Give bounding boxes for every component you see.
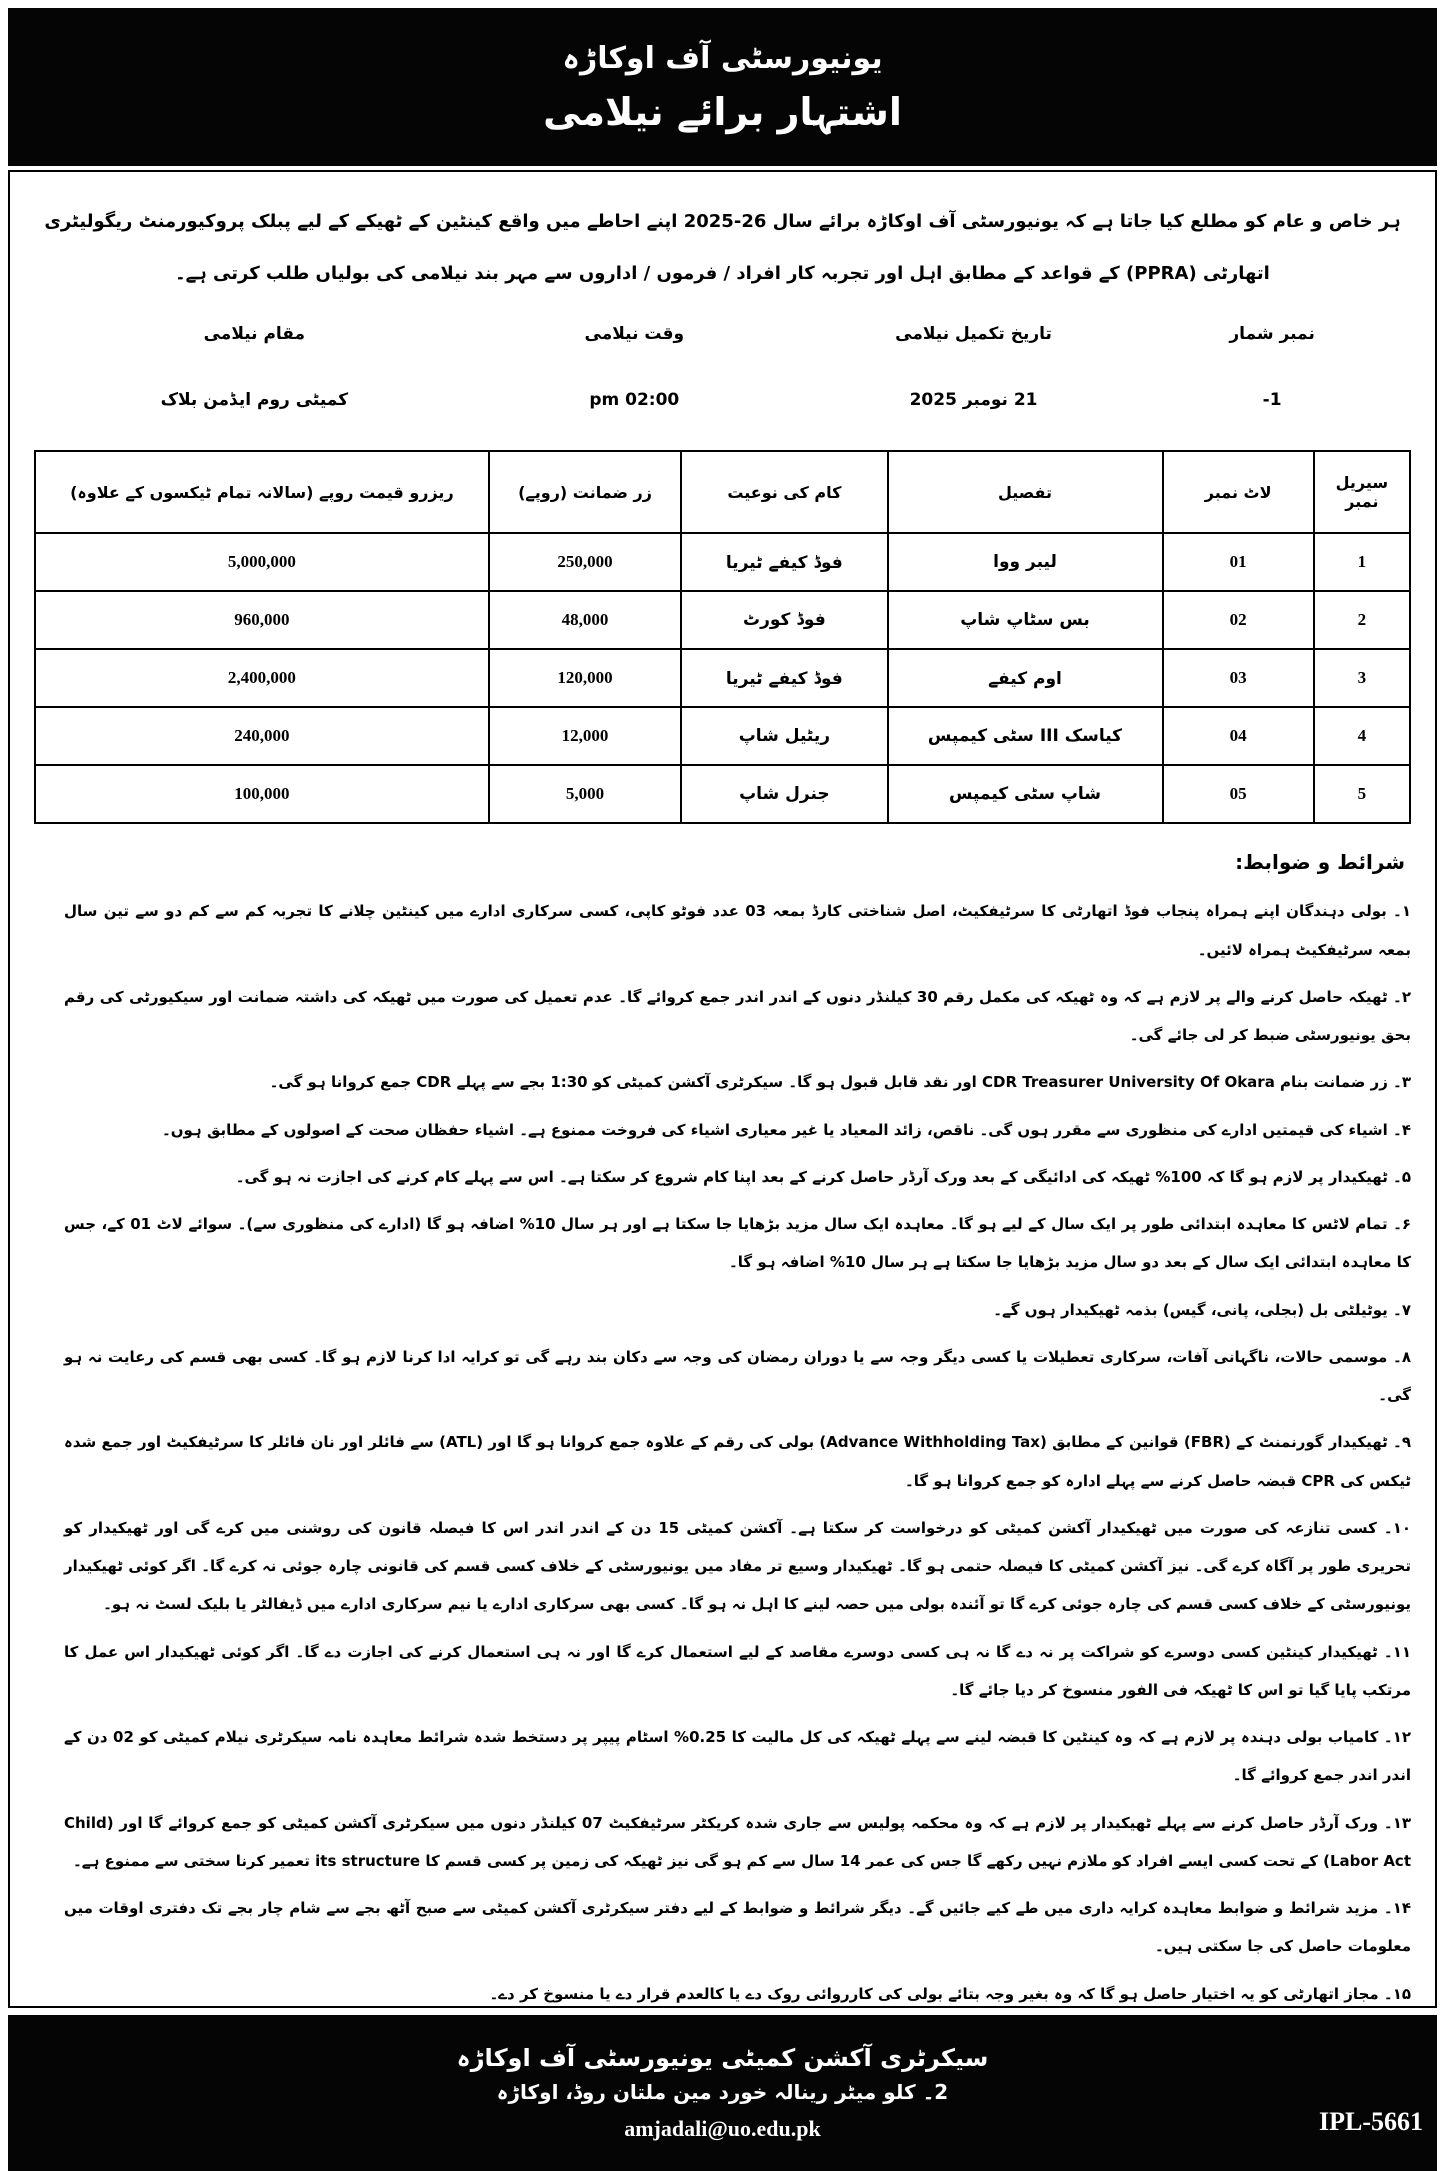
ad-body — [8, 170, 1437, 2008]
schedule-header-time: وقت نیلامی — [584, 324, 685, 345]
cell-work-type: فوڈ کیفے ٹیریا — [681, 533, 887, 591]
cell-serial: 2 — [1314, 591, 1410, 649]
cell-serial: 3 — [1314, 649, 1410, 707]
terms-heading: شرائط و ضوابط: — [1235, 850, 1405, 875]
term-item-4: ۴۔ اشیاء کی قیمتیں ادارے کی منظوری سے مقرر ہوں گی۔ ناقص، زائد المعیاد یا غیر معیاری اشیاء کی فروخت ممنوع ہے۔ اشیاء حفظان صحت کے اصولوں کے مطابق ہوں۔ — [161, 1120, 1411, 1139]
ipl-code: IPL-5661 — [1319, 2107, 1423, 2136]
cell-serial: 1 — [1314, 533, 1410, 591]
cell-lot: 02 — [1163, 591, 1314, 649]
cell-security: 250,000 — [489, 533, 682, 591]
cell-work-type: ریٹیل شاپ — [681, 707, 887, 765]
table-row — [35, 591, 1410, 649]
intro-paragraph: ہر خاص و عام کو مطلع کیا جاتا ہے کہ یونیورسٹی آف اوکاڑہ برائے سال 26-2025 اپنے احاطے میں واقع کینٹین کے ٹھیکے کے لیے پبلک پروکیورمنٹ ریگولیٹری اتھارٹی (PPRA) کے قواعد کے مطابق اہل اور تجربہ کار افراد / فرموں / اداروں سے مہر بند نیلامی کی بولیاں طلب کرتی ہے۔ — [44, 211, 1401, 285]
table-row — [35, 707, 1410, 765]
cell-reserve-price: 2,400,000 — [35, 649, 489, 707]
lots-table — [34, 450, 1411, 824]
cell-lot: 04 — [1163, 707, 1314, 765]
column-header-work-type: کام کی نوعیت — [681, 451, 887, 533]
footer-signature: سیکرٹری آکشن کمیٹی یونیورسٹی آف اوکاڑہ — [456, 2044, 989, 2072]
cell-detail: کیاسک III سٹی کیمپس — [888, 707, 1163, 765]
term-item-8: ۸۔ موسمی حالات، ناگہانی آفات، سرکاری تعطیلات یا کسی دیگر وجہ سے یا دوران رمضان کی وجہ سے دکان بند رہے گی تو کرایہ ادا کرنا لازم ہو گا۔ کسی بھی قسم کی رعایت نہ ہو گی۔ — [64, 1347, 1411, 1405]
cell-lot: 05 — [1163, 765, 1314, 823]
lots-table-header-row — [35, 451, 1410, 533]
term-item-3: ۳۔ زر ضمانت بنام CDR Treasurer University Of Okara اور نقد قابل قبول ہو گا۔ سیکرٹری آکشن کمیٹی کو 1:30 بجے سے پہلے CDR جمع کروانا ہو گی۔ — [269, 1073, 1411, 1092]
column-header-lot: لاٹ نمبر — [1163, 451, 1314, 533]
cell-work-type: فوڈ کیفے ٹیریا — [681, 649, 887, 707]
schedule-header-venue: مقام نیلامی — [203, 324, 306, 345]
cell-serial: 4 — [1314, 707, 1410, 765]
table-row — [35, 533, 1410, 591]
cell-work-type: فوڈ کورٹ — [681, 591, 887, 649]
cell-security: 12,000 — [489, 707, 682, 765]
ad-header — [8, 8, 1437, 166]
cell-security: 48,000 — [489, 591, 682, 649]
schedule-serial: -1 — [1262, 390, 1282, 411]
cell-security: 120,000 — [489, 649, 682, 707]
schedule-date: 21 نومبر 2025 — [909, 390, 1038, 411]
auction-schedule-table — [44, 324, 1401, 410]
cell-reserve-price: 960,000 — [35, 591, 489, 649]
table-row — [35, 649, 1410, 707]
column-header-reserve-price: ریزرو قیمت روپے (سالانہ تمام ٹیکسوں کے علاوہ) — [35, 451, 489, 533]
schedule-header-date: تاریخ تکمیل نیلامی — [895, 324, 1052, 345]
term-item-7: ۷۔ یوٹیلٹی بل (بجلی، پانی، گیس) بذمہ ٹھیکیدار ہوں گے۔ — [993, 1300, 1411, 1319]
term-item-9: ۹۔ ٹھیکیدار گورنمنٹ کے (FBR) قوانین کے مطابق (Advance Withholding Tax) بولی کی رقم کے علاوہ جمع کروانا ہو گا اور (ATL) سے فائلر اور نان فائلر کا سرٹیفکیٹ اور جمع شدہ ٹیکس کی CPR قبضہ حاصل کرنے سے پہلے ادارہ کو جمع کروانا ہو گا۔ — [64, 1433, 1411, 1490]
footer-email: amjadali@uo.edu.pk — [624, 2116, 821, 2141]
cell-work-type: جنرل شاپ — [681, 765, 887, 823]
cell-reserve-price: 240,000 — [35, 707, 489, 765]
cell-detail: شاپ سٹی کیمپس — [888, 765, 1163, 823]
footer-address: 2۔ کلو میٹر رینالہ خورد مین ملتان روڈ، اوکاڑہ — [496, 2080, 949, 2104]
cell-reserve-price: 5,000,000 — [35, 533, 489, 591]
term-item-13: ۱۳۔ ورک آرڈر حاصل کرنے سے پہلے ٹھیکیدار پر لازم ہے کہ وہ محکمہ پولیس سے جاری شدہ کریکٹر سرٹیفکیٹ 07 کیلنڈر دنوں میں سیکرٹری آکشن کمیٹی کو جمع کروائے گا اور (Child Labor Act) کے تحت کسی ایسے افراد کو ملازم نہیں رکھے گا جس کی عمر 14 سال سے کم ہو گی نیز ٹھیکہ کی زمین پر کسی قسم کا its structure تعمیر کرنا سختی سے ممنوع ہے۔ — [64, 1813, 1412, 1870]
ad-footer — [8, 2015, 1437, 2171]
cell-detail: اوم کیفے — [888, 649, 1163, 707]
column-header-security: زر ضمانت (روپے) — [489, 451, 682, 533]
schedule-venue: کمیٹی روم ایڈمن بلاک — [160, 390, 349, 411]
university-title: یونیورسٹی آف اوکاڑہ — [562, 40, 883, 76]
term-item-15: ۱۵۔ مجاز اتھارٹی کو یہ اختیار حاصل ہو گا کہ وہ بغیر وجہ بتائے بولی کی کارروائی روک دے یا کالعدم قرار دے یا منسوخ کر دے۔ — [489, 1984, 1411, 2003]
column-header-serial: سیریل نمبر — [1314, 451, 1410, 533]
cell-detail: لیبر ووا — [888, 533, 1163, 591]
table-row — [35, 765, 1410, 823]
term-item-11: ۱۱۔ ٹھیکیدار کینٹین کسی دوسرے کو شراکت پر نہ دے گا نہ ہی کسی دوسرے مقاصد کے لیے استعمال کرے گا اور نہ ہی استعمال کرنے کی اجازت دے گا۔ اگر کوئی ٹھیکیدار اس عمل کا مرتکب پایا گیا تو اس کا ٹھیکہ فی الفور منسوخ کر دیا جائے گا۔ — [64, 1642, 1411, 1699]
term-item-12: ۱۲۔ کامیاب بولی دہندہ پر لازم ہے کہ وہ کینٹین کا قبضہ لینے سے پہلے ٹھیکہ کی کل مالیت کا 0.25% اسٹام پیپر پر دستخط شدہ شرائط معاہدہ نامہ سیکرٹری نیلام کمیٹی کو 02 دن کے اندر اندر جمع کروائے گا۔ — [64, 1728, 1412, 1785]
term-item-2: ۲۔ ٹھیکہ حاصل کرنے والے پر لازم ہے کہ وہ ٹھیکہ کی مکمل رقم 30 کیلنڈر دنوں کے اندر اندر جمع کروائے گا۔ عدم تعمیل کی صورت میں ٹھیکہ کی داشتہ ضمانت اور سیکیورٹی کی رقم بحق یونیورسٹی ضبط کر لی جائے گی۔ — [64, 987, 1412, 1045]
cell-security: 5,000 — [489, 765, 682, 823]
term-item-14: ۱۴۔ مزید شرائط و ضوابط معاہدہ کرایہ داری میں طے کیے جائیں گے۔ دیگر شرائط و ضوابط کے لیے دفتر سیکرٹری آکشن کمیٹی سے صبح آٹھ بجے سے شام چار بجے تک دفتری اوقات میں معلومات حاصل کی جا سکتی ہیں۔ — [64, 1899, 1411, 1956]
schedule-time: 02:00 pm — [589, 390, 680, 411]
auction-ad-title: اشتہار برائے نیلامی — [543, 89, 902, 134]
term-item-10: ۱۰۔ کسی تنازعہ کی صورت میں ٹھیکیدار آکشن کمیٹی کو درخواست کر سکتا ہے۔ آکشن کمیٹی 15 دن کے اندر اندر اس کا فیصلہ قانون کی روشنی میں کرے گی اور ٹھیکیدار کو تحریری طور پر آگاہ کرے گی۔ نیز آکشن کمیٹی کا فیصلہ حتمی ہو گا۔ ٹھیکیدار وسیع تر مفاد میں یونیورسٹی کے خلاف کسی قسم کی قانونی چارہ جوئی نہ کرے گا۔ اگر کوئی ٹھیکیدار یونیورسٹی کے خلاف کسی قسم کی چارہ جوئی کرے گا تو آئندہ بولی میں حصہ لینے کا اہل نہ ہو گا۔ کسی بھی سرکاری ادارے یا نیم سرکاری ادارے میں ڈیفالٹر یا بلیک لسٹ نہ ہو۔ — [64, 1518, 1411, 1614]
term-item-5: ۵۔ ٹھیکیدار پر لازم ہو گا کہ 100% ٹھیکہ کی ادائیگی کے بعد ورک آرڈر حاصل کرنے کے بعد اپنا کام شروع کر سکتا ہے۔ اس سے پہلے کام کرنے کی اجازت نہ ہو گی۔ — [235, 1167, 1411, 1186]
cell-lot: 01 — [1163, 533, 1314, 591]
schedule-header-serial: نمبر شمار — [1229, 324, 1315, 345]
term-item-6: ۶۔ تمام لاٹس کا معاہدہ ابتدائی طور پر ایک سال کے لیے ہو گا۔ معاہدہ ایک سال مزید بڑھایا جا سکتا ہے اور ہر سال 10% اضافہ ہو گا (ادارے کی منظوری سے)۔ سوائے لاٹ 01 کے، جس کا معاہدہ ابتدائی ایک سال کے بعد دو سال مزید بڑھایا جا سکتا ہے ہر سال 10% اضافہ ہو گا۔ — [64, 1215, 1412, 1272]
cell-lot: 03 — [1163, 649, 1314, 707]
cell-detail: بس سٹاپ شاپ — [888, 591, 1163, 649]
column-header-detail: تفصیل — [888, 451, 1163, 533]
term-item-1: ۱۔ بولی دہندگان اپنے ہمراہ پنجاب فوڈ اتھارٹی کا سرٹیفکیٹ، اصل شناختی کارڈ بمعہ 03 عدد فوٹو کاپی، کسی سرکاری ادارے میں کینٹین چلانے کا تجربہ کم سے کم دو سے تین سال بمعہ سرٹیفکیٹ ہمراہ لائیں۔ — [64, 902, 1411, 959]
cell-reserve-price: 100,000 — [35, 765, 489, 823]
cell-serial: 5 — [1314, 765, 1410, 823]
